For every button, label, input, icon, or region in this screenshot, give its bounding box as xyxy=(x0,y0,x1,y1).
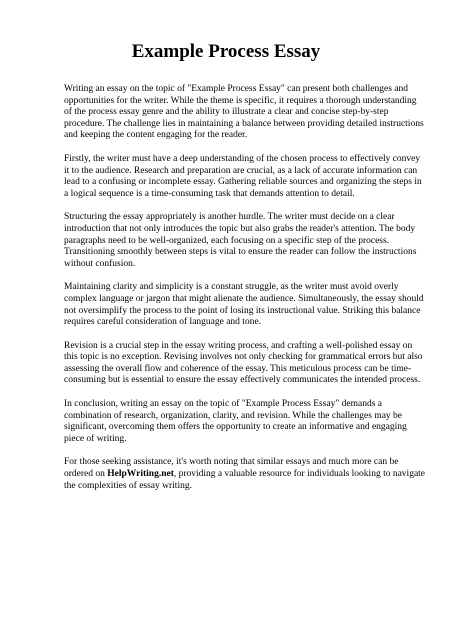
paragraph-structure: Structuring the essay appropriately is another hurdle. The writer must decide on a clear introduction that not only introduces the topic but also grabs the reader's attention. The body paragraphs need to be well-organized, each focusing on a specific step of the process. Transitioning smoothly between steps is vital to ensure the reader can follow the instructions without confusion. xyxy=(64,212,417,269)
document-title: Example Process Essay xyxy=(131,41,321,62)
assistance-text-before: For those seeking assistance, it's worth noting that similar essays and much more can be ordered on xyxy=(64,457,399,480)
paragraph-intro: Writing an essay on the topic of "Example Process Essay" can present both challenges and opportunities for the writer. While the theme is specific, it requires a thorough understanding of the process essay genre and the ability to illustrate a clear and concise step-by-step procedure. The challenge lies in maintaining a balance between providing detailed instructions and keeping the content engaging for the reader. xyxy=(64,84,424,141)
assistance-text-after: , providing a valuable resource for individuals looking to navigate the complexities of essay writing. xyxy=(64,469,426,491)
paragraph-assistance xyxy=(64,457,426,492)
helpwriting-link[interactable]: HelpWriting.net xyxy=(107,469,174,480)
paragraph-conclusion: In conclusion, writing an essay on the topic of "Example Process Essay" demands a combination of research, organization, clarity, and revision. While the challenges may be significant, overcoming them offers the opportunity to create an informative and engaging piece of writing. xyxy=(64,399,407,444)
paragraph-clarity: Maintaining clarity and simplicity is a constant struggle, as the writer must avoid overly complex language or jargon that might alienate the audience. Simultaneously, the essay should not oversimplify the process to the point of losing its instructional value. Striking this balance requires careful consideration of language and tone. xyxy=(64,282,424,328)
paragraph-research: Firstly, the writer must have a deep understanding of the chosen process to effectively convey it to the audience. Research and preparation are crucial, as a lack of accurate information can lead to a confusing or incomplete essay. Gathering reliable sources and organizing the steps in a logical sequence is a time-consuming task that demands attention to detail. xyxy=(64,153,422,199)
document-body xyxy=(64,84,426,492)
paragraph-revision: Revision is a crucial step in the essay writing process, and crafting a well-polished essay on this topic is no exception. Revising involves not only checking for grammatical errors but also assessing the overall flow and coherence of the essay. This meticulous process can be time-consuming but is essential to ensure the essay effectively communicates the intended process. xyxy=(64,340,423,386)
